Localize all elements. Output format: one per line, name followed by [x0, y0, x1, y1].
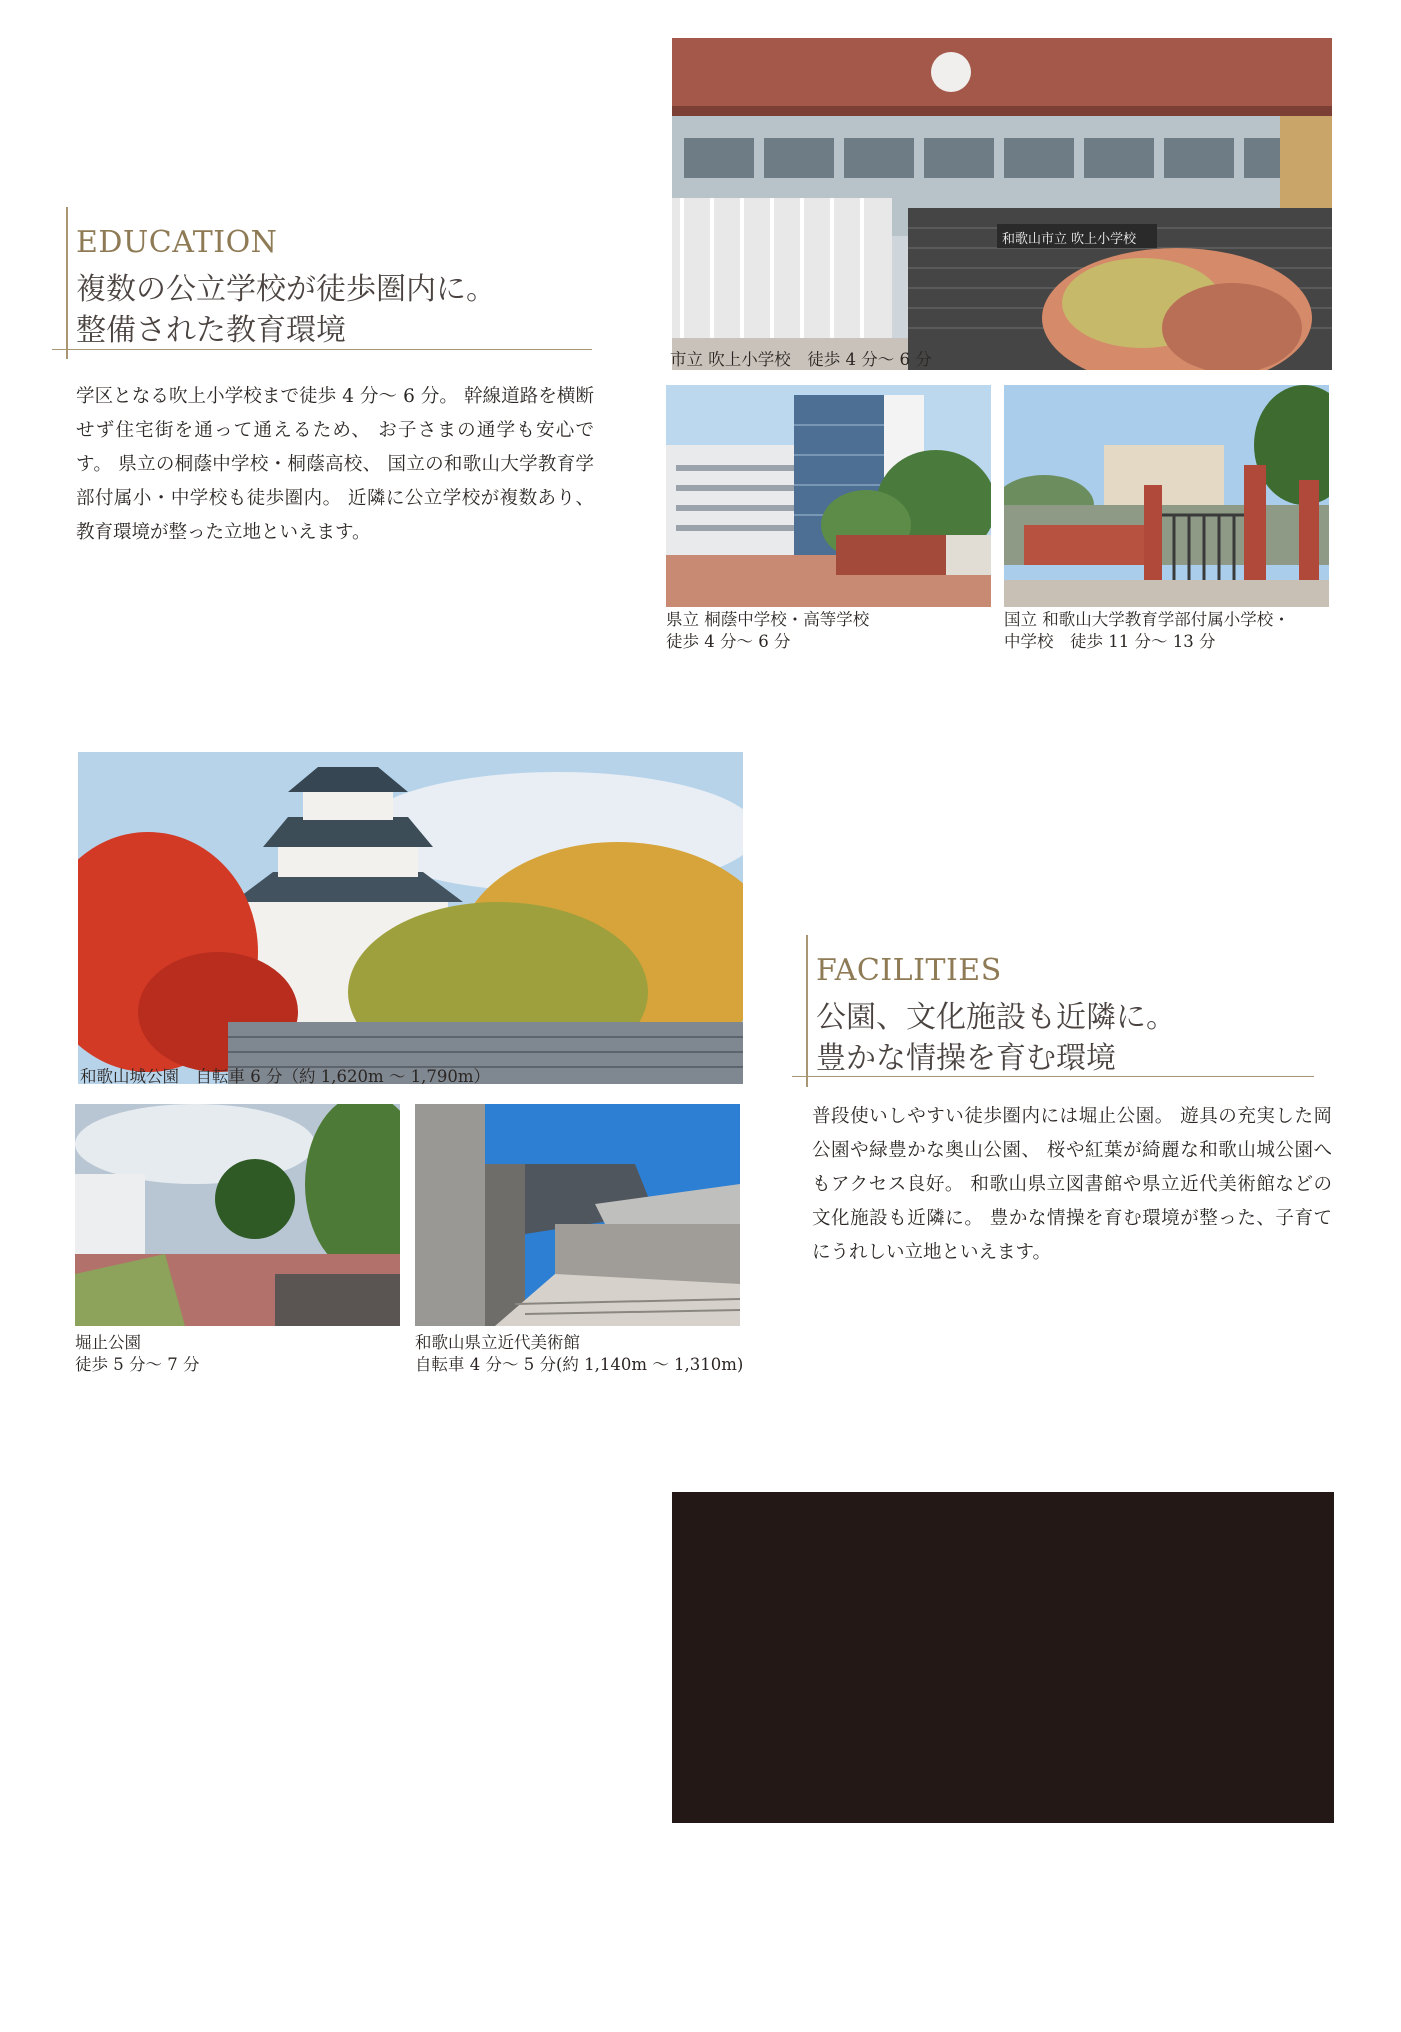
facilities-jp-title-line2: 豊かな情操を育む環境: [816, 1041, 1116, 1076]
caption-horidome-park-line1: 堀止公園: [75, 1333, 141, 1352]
photo-modern-art-museum: [415, 1104, 740, 1326]
facilities-body-text: 普段使いしやすい徒歩圏内には堀止公園。 遊具の充実した岡公園や緑豊かな奥山公園、 桜や紅葉が綺麗な和歌山城公園へもアクセス良好。 和歌山県立図書館や県立近代美術館などの文化施設も近隣に。 豊かな情操を育む環境が整った、子育てにうれしい立地といえます。: [812, 1106, 1332, 1263]
education-jp-title-line1: 複数の公立学校が徒歩圏内に。: [76, 272, 496, 307]
facilities-heading-bar: [806, 935, 808, 1087]
caption-toin-school-line1: 県立 桐蔭中学校・高等学校: [666, 610, 870, 629]
caption-toin-school-line2: 徒歩 4 分～ 6 分: [666, 632, 791, 651]
photo-wakayama-castle: [78, 752, 743, 1084]
school-sign-text: 和歌山市立 吹上小学校: [1002, 232, 1137, 247]
education-jp-title-line2: 整備された教育環境: [76, 313, 346, 348]
caption-wakayama-castle: 和歌山城公園 自転車 6 分（約 1,620m ～ 1,790m）: [80, 1067, 490, 1086]
education-en-title: EDUCATION: [76, 225, 278, 260]
facilities-jp-title-line1: 公園、文化施設も近隣に。: [816, 1000, 1176, 1035]
facilities-en-title: FACILITIES: [816, 953, 1002, 988]
dark-image-block: [672, 1492, 1334, 1823]
caption-fukiage-elementary: 市立 吹上小学校 徒歩 4 分～ 6 分: [670, 350, 932, 369]
caption-wakayama-university-school-line2: 中学校 徒歩 11 分～ 13 分: [1004, 632, 1216, 651]
caption-modern-art-museum-line2: 自転車 4 分～ 5 分(約 1,140m ～ 1,310m): [415, 1355, 744, 1374]
photo-horidome-park: [75, 1104, 400, 1326]
photo-wakayama-university-school: [1004, 385, 1329, 607]
caption-wakayama-university-school-line1: 国立 和歌山大学教育学部付属小学校・: [1004, 610, 1290, 629]
caption-modern-art-museum-line1: 和歌山県立近代美術館: [415, 1333, 580, 1352]
photo-fukiage-elementary: [672, 38, 1332, 370]
education-body-text: 学区となる吹上小学校まで徒歩 4 分～ 6 分。 幹線道路を横断せず住宅街を通って通えるため、 お子さまの通学も安心です。 県立の桐蔭中学校・桐蔭高校、 国立の和歌山大学教育学部付属小・中学校も徒歩圏内。 近隣に公立学校が複数あり、 教育環境が整った立地といえます。: [76, 386, 594, 543]
photo-toin-school: [666, 385, 991, 607]
education-heading-bar: [66, 207, 68, 359]
caption-horidome-park-line2: 徒歩 5 分～ 7 分: [75, 1355, 200, 1374]
